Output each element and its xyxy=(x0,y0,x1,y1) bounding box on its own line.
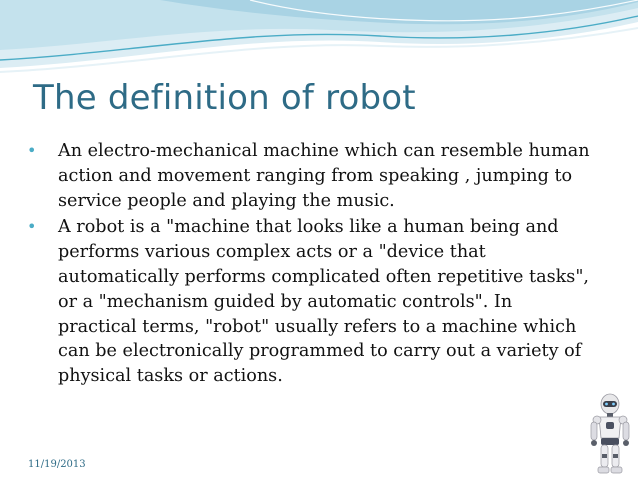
bullet-text: A robot is a "machine that looks like a human being and performs various complex acts or a "device that automatically performs complicated often repetitive tasks", or a "mechanism guided by automatic controls". In practical terms, "robot" usually refers to a machine which can be electronically programmed to carry out a variety of physical tasks or actions. xyxy=(58,217,590,387)
slide-date: 11/19/2013 xyxy=(28,459,86,470)
humanoid-robot-icon xyxy=(587,392,633,479)
bullet-marker: • xyxy=(27,217,37,237)
bullet-list xyxy=(24,139,596,391)
bullet-item xyxy=(24,215,596,389)
bullet-marker: • xyxy=(27,141,37,160)
bullet-text: An electro-mechanical machine which can resemble human action and movement ranging from speaking , jumping to service people and playing the music. xyxy=(58,141,590,211)
header-wave-decoration xyxy=(0,0,638,78)
bullet-item xyxy=(24,139,596,213)
slide-title: The definition of robot xyxy=(33,78,416,118)
